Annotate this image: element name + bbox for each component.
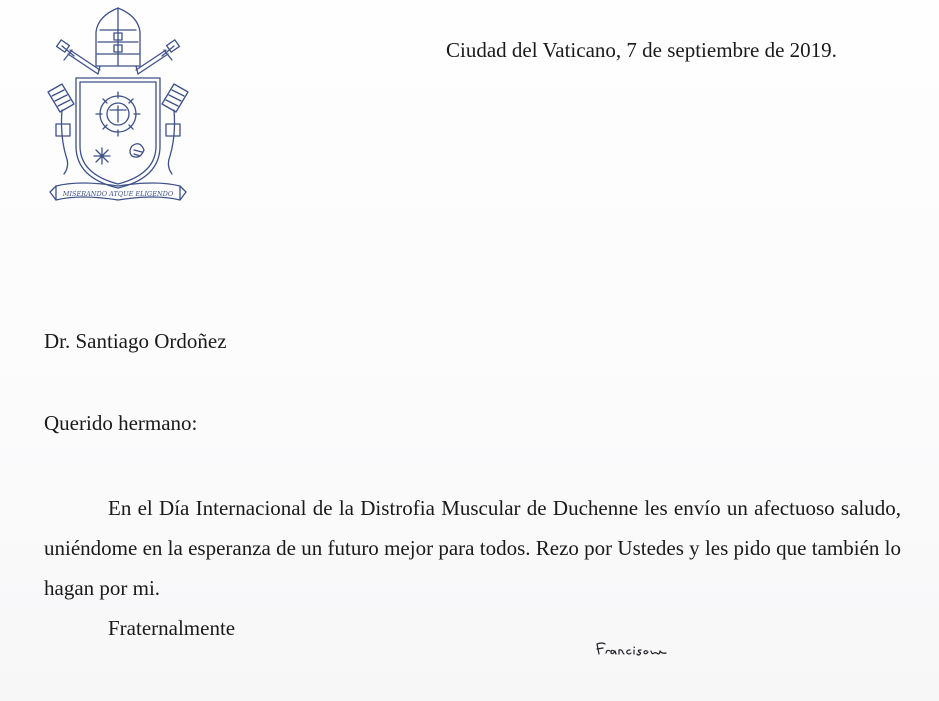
recipient-name: Dr. Santiago Ordoñez	[44, 329, 227, 353]
papal-coat-of-arms-icon	[40, 6, 196, 212]
date-line: Ciudad del Vaticano, 7 de septiembre de 2019.	[446, 38, 837, 62]
closing: Fraternalmente	[108, 616, 236, 640]
salutation: Querido hermano:	[44, 411, 198, 435]
body-paragraph: En el Día Internacional de la Distrofia Muscular de Duchenne les envío un afectuoso saludo, uniéndome en la esperanza de un futuro mejor para todos. Rezo por Ustedes y les pido que también lo hagan por mi.	[44, 496, 901, 600]
motto-text: MISERANDO ATQUE ELIGENDO	[62, 190, 174, 198]
handwritten-signature-icon	[594, 640, 674, 670]
